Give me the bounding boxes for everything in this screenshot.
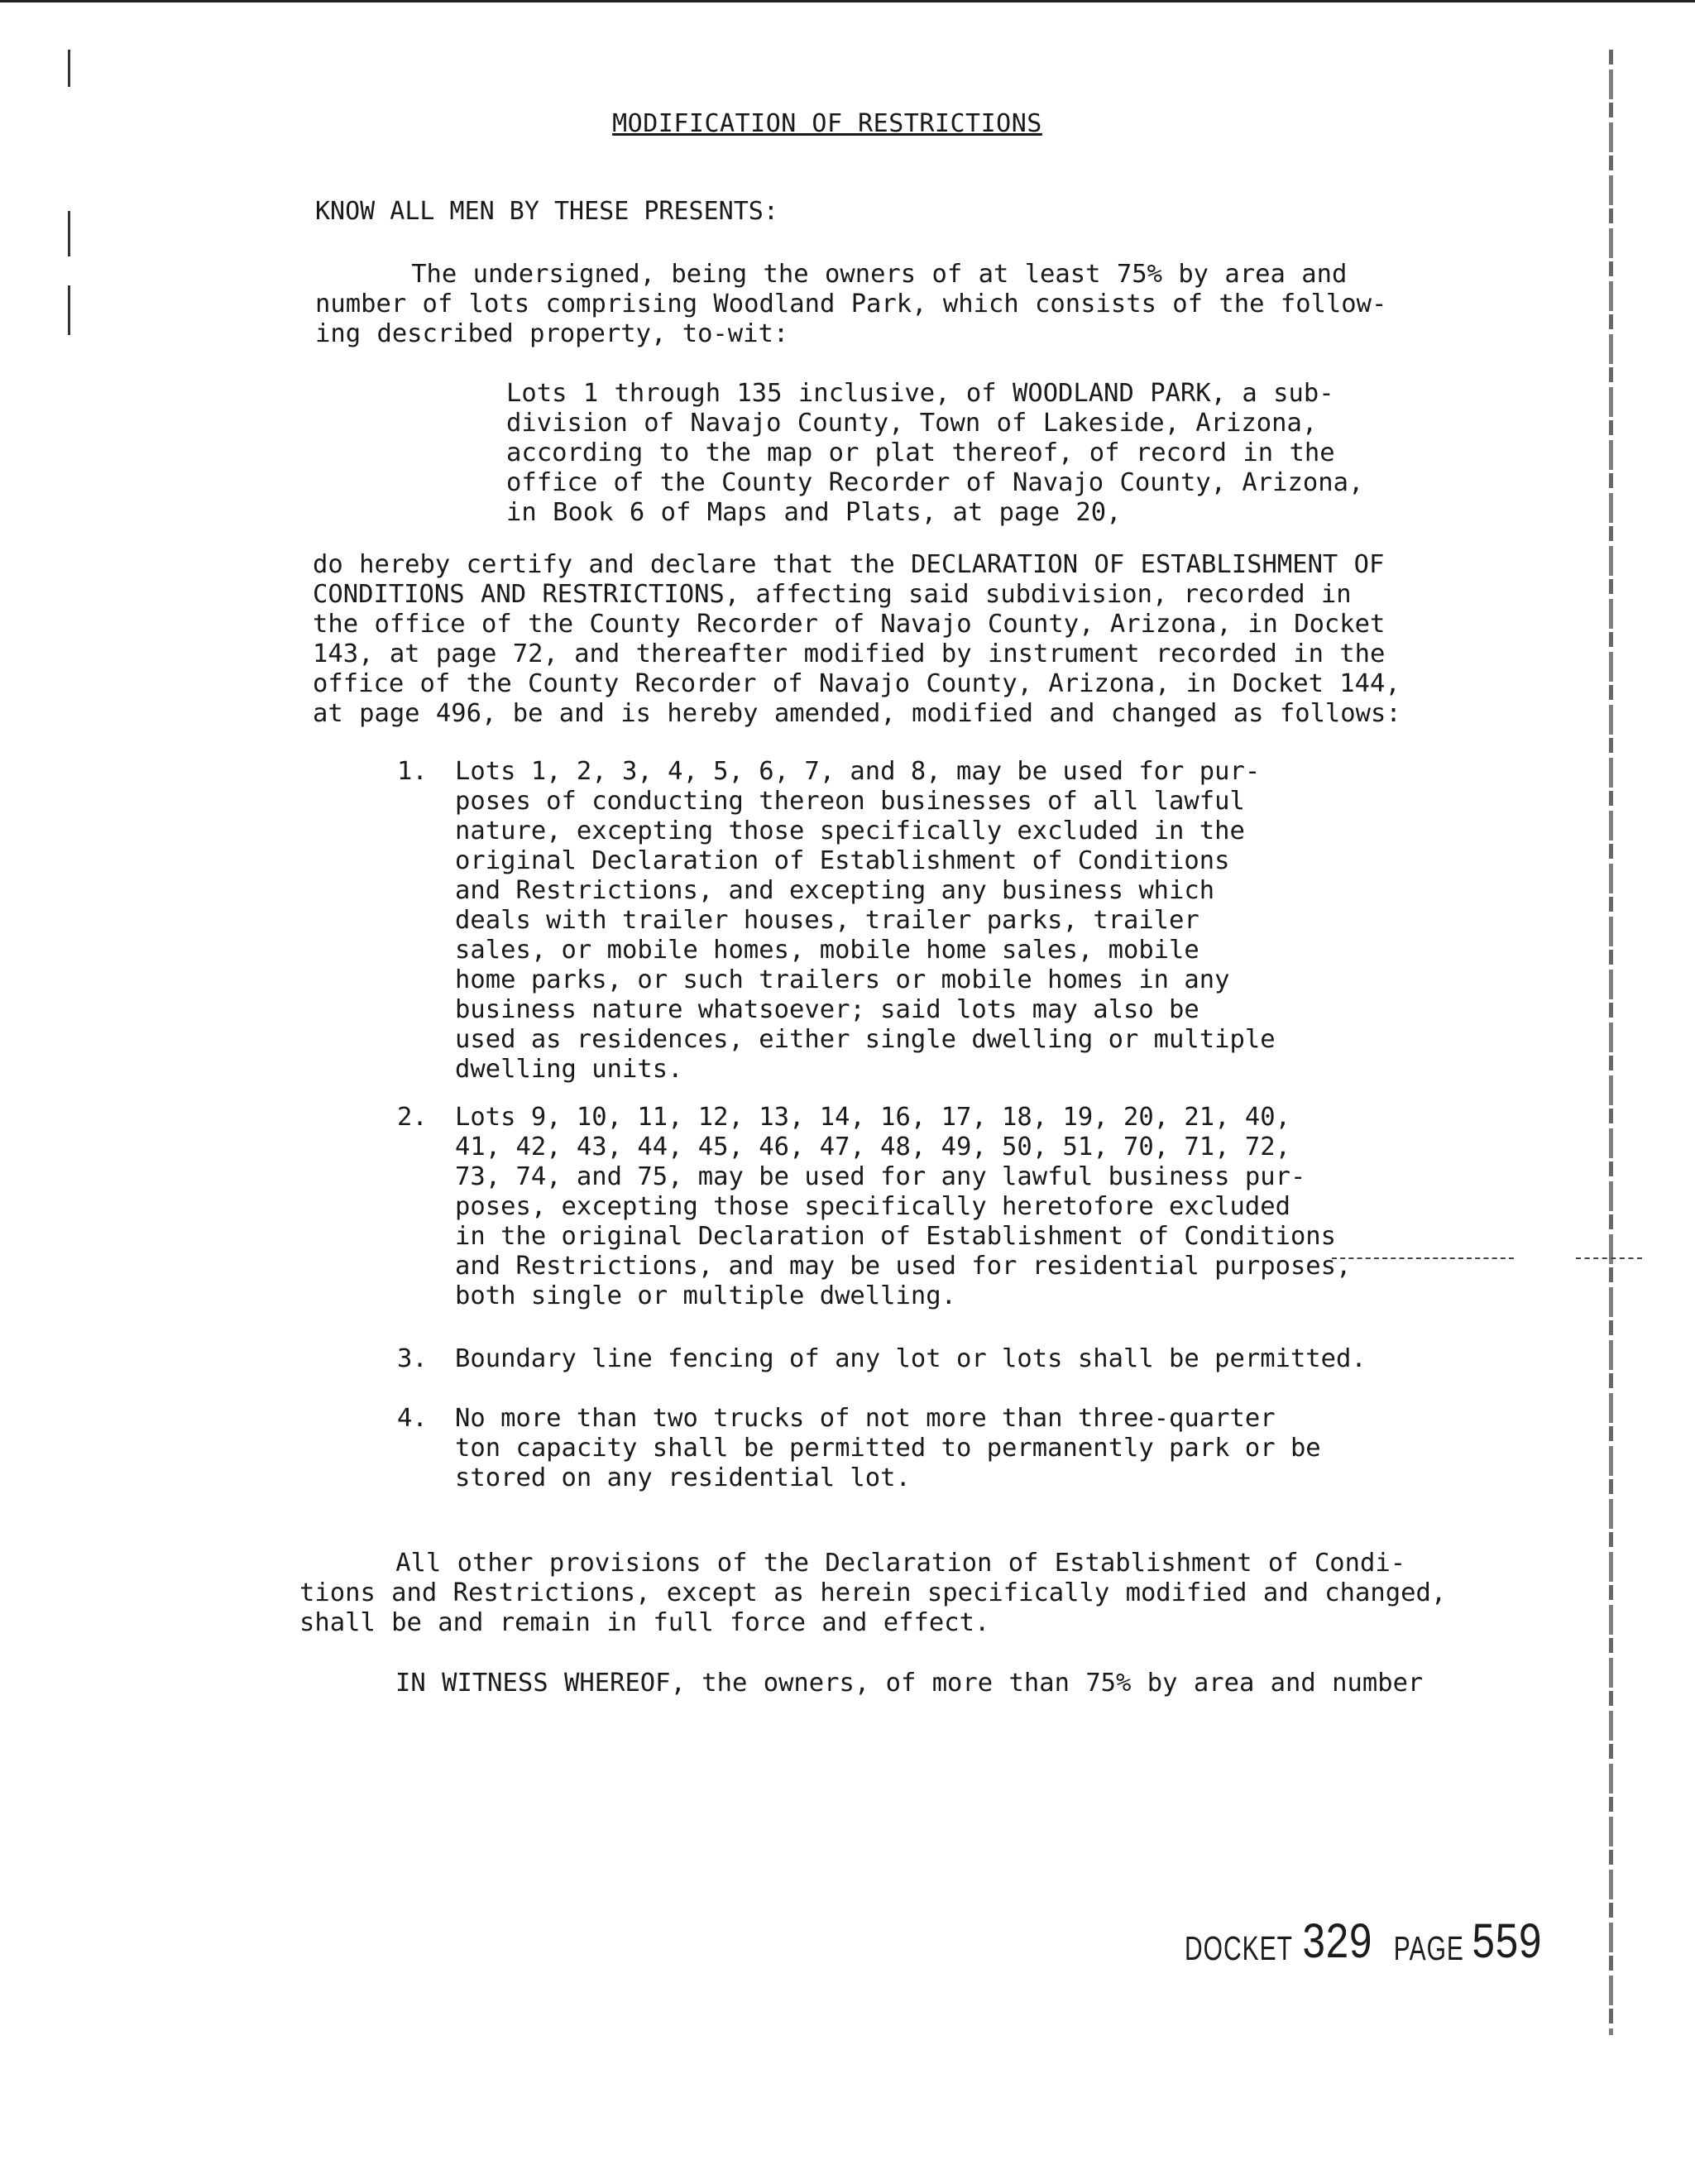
- salutation: KNOW ALL MEN BY THESE PRESENTS:: [315, 197, 778, 226]
- other-provisions-paragraph: All other provisions of the Declaration of Establishment of Condi- tions and Restrictions, except as herein specifically modified and changed, shall be and remain in full force and effect.: [299, 1549, 1447, 1637]
- item-4-number: 4.: [397, 1404, 428, 1433]
- certify-paragraph: do hereby certify and declare that the DECLARATION OF ESTABLISHMENT OF CONDITIONS AND RESTRICTIONS, affecting said subdivision, recorded in the office of the County Recorder of Navajo County, Arizona, in Docket 143, at page 72, and thereafter modified by instrument recorded in the office of the County Recorder of Navajo County, Arizona, in Docket 144, at page 496, be and is hereby amended, modified and changed as follows:: [313, 550, 1401, 728]
- docket-number: 329: [1302, 1914, 1373, 1968]
- intro-paragraph: The undersigned, being the owners of at least 75% by area and number of lots comprising Woodland Park, which consists of the follow- ing described property, to-wit:: [315, 260, 1387, 348]
- item-2-number: 2.: [397, 1103, 428, 1132]
- item-1-number: 1.: [397, 757, 428, 786]
- property-description: Lots 1 through 135 inclusive, of WOODLAND PARK, a sub- division of Navajo County, Town of Lakeside, Arizona, according to the map or plat thereof, of record in the office of the County Recorder of Navajo County, Arizona, in Book 6 of Maps and Plats, at page 20,: [506, 379, 1364, 527]
- item-3-number: 3.: [397, 1344, 428, 1373]
- witness-paragraph: IN WITNESS WHEREOF, the owners, of more than 75% by area and number: [395, 1669, 1424, 1698]
- docket-label: DOCKET: [1185, 1931, 1294, 1968]
- docket-page-stamp: [1185, 1913, 1549, 1971]
- item-3-text: Boundary line fencing of any lot or lots shall be permitted.: [455, 1344, 1367, 1373]
- item-1-text: Lots 1, 2, 3, 4, 5, 6, 7, and 8, may be used for pur- poses of conducting thereon businesses of all lawful nature, excepting those specifically excluded in the original Declaration of Establishment of Conditions and Restrictions, and excepting any business which deals with trailer houses, trailer parks, trailer sales, or mobile homes, mobile home sales, mobile home parks, or such trailers or mobile homes in any business nature whatsoever; said lots may also be used as residences, either single dwelling or multiple dwelling units.: [455, 757, 1276, 1084]
- item-4-text: No more than two trucks of not more than three-quarter ton capacity shall be permitted to permanently park or be stored on any residential lot.: [455, 1404, 1321, 1492]
- page-number: 559: [1472, 1914, 1543, 1968]
- item-2-text: Lots 9, 10, 11, 12, 13, 14, 16, 17, 18, 19, 20, 21, 40, 41, 42, 43, 44, 45, 46, 47, 48, 49, 50, 51, 70, 71, 72, 73, 74, and 75, may be used for any lawful business pur- poses, excepting those specifically heretofore excluded in the original Declaration of Establishment of Conditions and Restrictions, and may be used for residential purposes, both single or multiple dwelling.: [455, 1103, 1352, 1310]
- page-label: PAGE: [1393, 1931, 1464, 1968]
- document-title: MODIFICATION OF RESTRICTIONS: [612, 109, 1042, 138]
